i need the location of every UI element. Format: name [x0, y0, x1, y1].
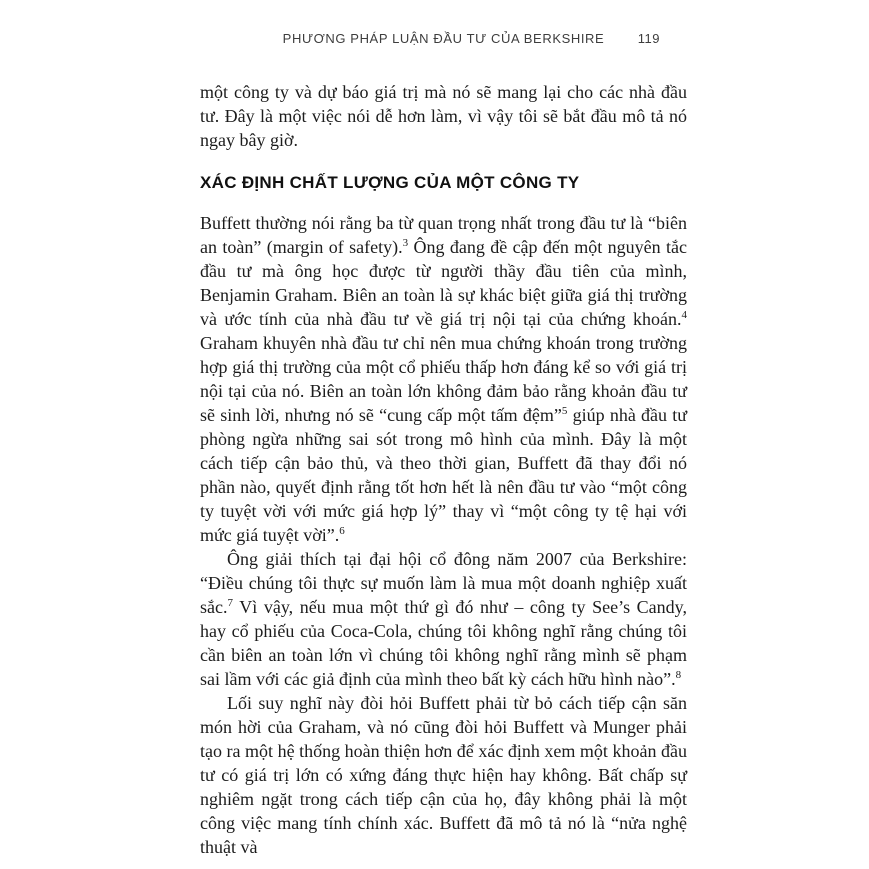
running-header — [200, 31, 687, 49]
body-paragraph: một công ty và dự báo giá trị mà nó sẽ mang lại cho các nhà đầu tư. Đây là một việc nói dễ hơn làm, vì vậy tôi sẽ bắt đầu mô tả nó ngay bây giờ. — [200, 82, 687, 150]
body-paragraph: Lối suy nghĩ này đòi hỏi Buffett phải từ bỏ cách tiếp cận săn món hời của Graham, và nó cũng đòi hỏi Buffett và Munger phải tạo ra một hệ thống hoàn thiện hơn để xác định xem một khoản đầu tư có giá trị lớn có xứng đáng thực hiện hay không. Bất chấp sự nghiêm ngặt trong cách tiếp cận của họ, đây không phải là một công việc mang tính chính xác. Buffett đã mô tả nó là “nửa nghệ thuật và — [200, 693, 687, 857]
page-number: 119 — [637, 31, 660, 46]
body-paragraph: Ông giải thích tại đại hội cổ đông năm 2007 của Berkshire: “Điều chúng tôi thực sự muốn làm là mua một doanh nghiệp xuất sắc.$^7$ Vì vậy, nếu mua một thứ gì đó như – công ty See’s Candy, hay cổ phiếu của Coca-Cola, chúng tôi không nghĩ rằng chúng tôi cần biên an toàn lớn vì chúng tôi không nghĩ rằng mình sẽ phạm sai lầm với các giả định của mình theo bất kỳ cách hữu hình nào”.$^8$ — [200, 549, 687, 689]
body-paragraph: Buffett thường nói rằng ba từ quan trọng nhất trong đầu tư là “biên an toàn” (margin of safety).$^3$ Ông đang đề cập đến một nguyên tắc đầu tư mà ông học được từ người thầy đầu tiên của mình, Benjamin Graham. Biên an toàn là sự khác biệt giữa giá thị trường và ước tính của nhà đầu tư về giá trị nội tại của chứng khoán.$^4$ Graham khuyên nhà đầu tư chỉ nên mua chứng khoán trong trường hợp giá thị trường của một cổ phiếu thấp hơn đáng kể so với giá trị nội tại của nó. Biên an toàn lớn không đảm bảo rằng khoản đầu tư sẽ sinh lời, nhưng nó sẽ “cung cấp một tấm đệm”$^5$ giúp nhà đầu tư phòng ngừa những sai sót trong mô hình của mình. Đây là một cách tiếp cận bảo thủ, và theo thời gian, Buffett đã thay đổi nó phần nào, quyết định rằng tốt hơn hết là nên đầu tư vào “một công ty tuyệt vời với mức giá hợp lý” thay vì “một công ty tệ hại với mức giá tuyệt vời”.$^6$ — [200, 213, 687, 545]
footnote-reference: 6 — [339, 525, 345, 537]
footnote-reference: 4 — [681, 309, 687, 321]
page-body — [200, 80, 687, 859]
footnote-reference: 5 — [561, 405, 568, 417]
footnote-reference: 8 — [675, 669, 682, 681]
section-heading: XÁC ĐỊNH CHẤT LƯỢNG CỦA MỘT CÔNG TY — [200, 173, 580, 192]
footnote-reference: 7 — [227, 597, 233, 609]
running-title: PHƯƠNG PHÁP LUẬN ĐẦU TƯ CỦA BERKSHIRE — [282, 31, 605, 46]
footnote-reference: 3 — [402, 237, 409, 249]
